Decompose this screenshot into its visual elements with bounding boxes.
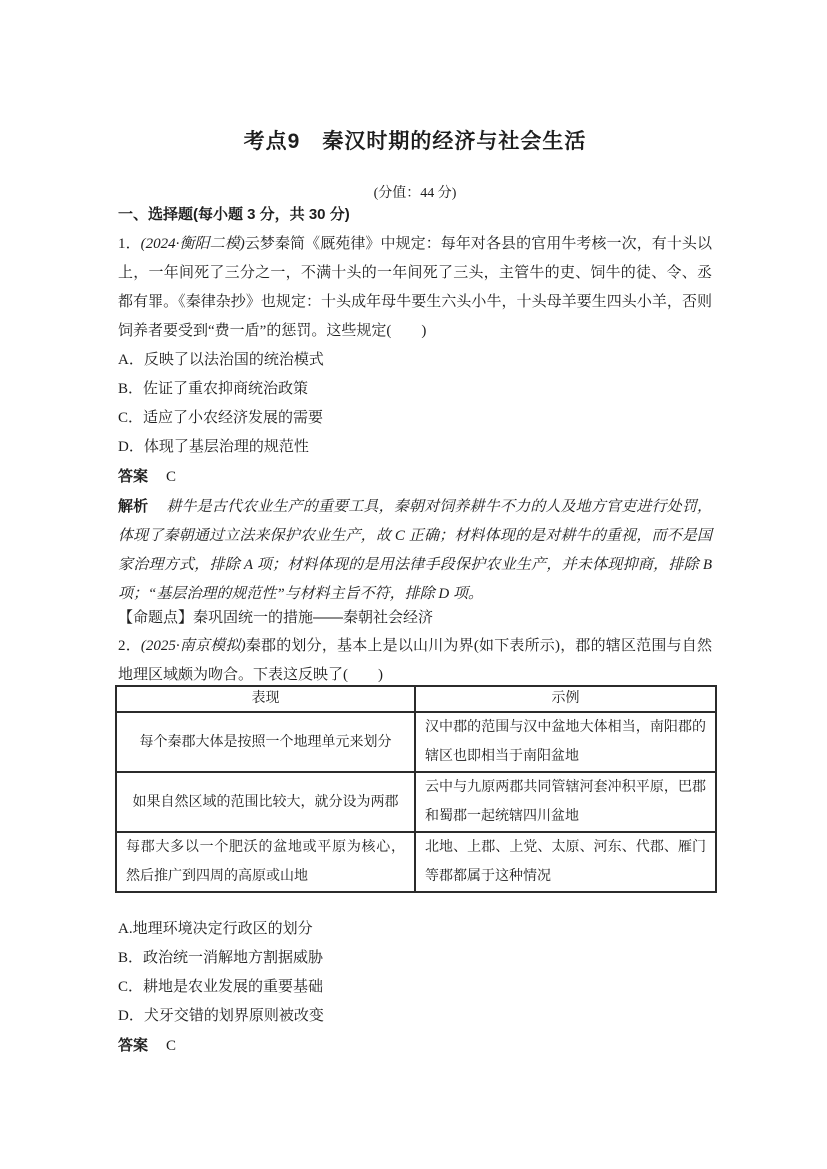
question1-option-a: A．反映了以法治国的统治模式 bbox=[118, 352, 324, 368]
question-2 bbox=[118, 632, 712, 1061]
question2-options bbox=[118, 915, 712, 1031]
question2-answer-label: 答案 bbox=[118, 1037, 149, 1054]
question1-option-c: C．适应了小农经济发展的需要 bbox=[118, 410, 324, 426]
table-cell-performance-2: 如果自然区域的范围比较大，就分设为两郡 bbox=[116, 772, 415, 832]
page-title: 考点9 秦汉时期的经济与社会生活 bbox=[243, 130, 587, 153]
question1-topic-point: 【命题点】秦巩固统一的措施——秦朝社会经济 bbox=[118, 609, 434, 626]
table-cell-performance-3: 每郡大多以一个肥沃的盆地或平原为核心，然后推广到四周的高原或山地 bbox=[116, 832, 415, 892]
question2-option-b: B．政治统一消解地方割据威胁 bbox=[118, 950, 324, 966]
score-line: (分值：44 分) bbox=[373, 186, 457, 201]
question1-analysis bbox=[118, 492, 712, 609]
question1-analysis-text: 耕牛是古代农业生产的重要工具，秦朝对饲养耕牛不力的人及地方官吏进行处罚，体现了秦朝通过立法来保护农业生产，故 C 正确；材料体现的是对耕牛的重视，而不是国家治理方式，排除 A 项；材料体现的是用法律手段保护农业生产，并未体现抑商，排除 B 项；“基层治理的规范性”与材料主旨不符，排除 D 项。 bbox=[118, 499, 712, 602]
qin-commandery-table bbox=[115, 685, 717, 893]
table-header-performance: 表现 bbox=[116, 686, 415, 712]
question2-option-d: D．犬牙交错的划界原则被改变 bbox=[118, 1008, 324, 1024]
question1-answer-value: C bbox=[166, 469, 177, 485]
question2-number: 2． bbox=[118, 638, 141, 654]
question1-number: 1． bbox=[118, 236, 141, 252]
table-row bbox=[116, 832, 716, 892]
table-row bbox=[116, 712, 716, 772]
question1-option-b: B．佐证了重农抑商统治政策 bbox=[118, 381, 309, 397]
table-cell-example-2: 云中与九原两郡共同管辖河套冲积平原，巴郡和蜀郡一起统辖四川盆地 bbox=[415, 772, 716, 832]
section-heading: 一、选择题(每小题 3 分，共 30 分) bbox=[118, 206, 350, 223]
question2-option-c: C．耕地是农业发展的重要基础 bbox=[118, 979, 324, 995]
question2-answer-line bbox=[118, 1031, 712, 1061]
question2-stem bbox=[118, 632, 712, 690]
question1-option-d: D．体现了基层治理的规范性 bbox=[118, 439, 309, 455]
question1-stem bbox=[118, 230, 712, 346]
question2-option-a: A.地理环境决定行政区的划分 bbox=[118, 921, 313, 937]
question2-source: (2025·南京模拟) bbox=[140, 638, 246, 654]
question-1 bbox=[118, 230, 712, 632]
document-content bbox=[118, 0, 712, 1061]
table-cell-example-1: 汉中郡的范围与汉中盆地大体相当，南阳郡的辖区也即相当于南阳盆地 bbox=[415, 712, 716, 772]
table-cell-performance-1: 每个秦郡大体是按照一个地理单元来划分 bbox=[116, 712, 415, 772]
question2-stem-text: 秦郡的划分，基本上是以山川为界(如下表所示)，郡的辖区范围与自然地理区域颇为吻合。下表这反映了( ) bbox=[118, 638, 712, 683]
question1-stem-text: 云梦秦简《厩苑律》中规定：每年对各县的官用牛考核一次，有十头以上，一年间死了三分之一，不满十头的一年间死了三头，主管牛的吏、饲牛的徒、令、丞都有罪。《秦律杂抄》也规定：十头成年母牛要生六头小牛，十头母羊要生四头小羊，否则饲养者要受到“费一盾”的惩罚。这些规定( ) bbox=[118, 236, 712, 339]
table-row bbox=[116, 772, 716, 832]
question2-answer-value: C bbox=[166, 1038, 177, 1054]
question1-analysis-label: 解析 bbox=[118, 498, 149, 515]
table-header-example: 示例 bbox=[415, 686, 716, 712]
question1-answer-label: 答案 bbox=[118, 468, 149, 485]
table-cell-example-3: 北地、上郡、上党、太原、河东、代郡、雁门等郡都属于这种情况 bbox=[415, 832, 716, 892]
question1-source: (2024·衡阳二模) bbox=[140, 236, 245, 252]
question1-answer-line bbox=[118, 462, 712, 492]
